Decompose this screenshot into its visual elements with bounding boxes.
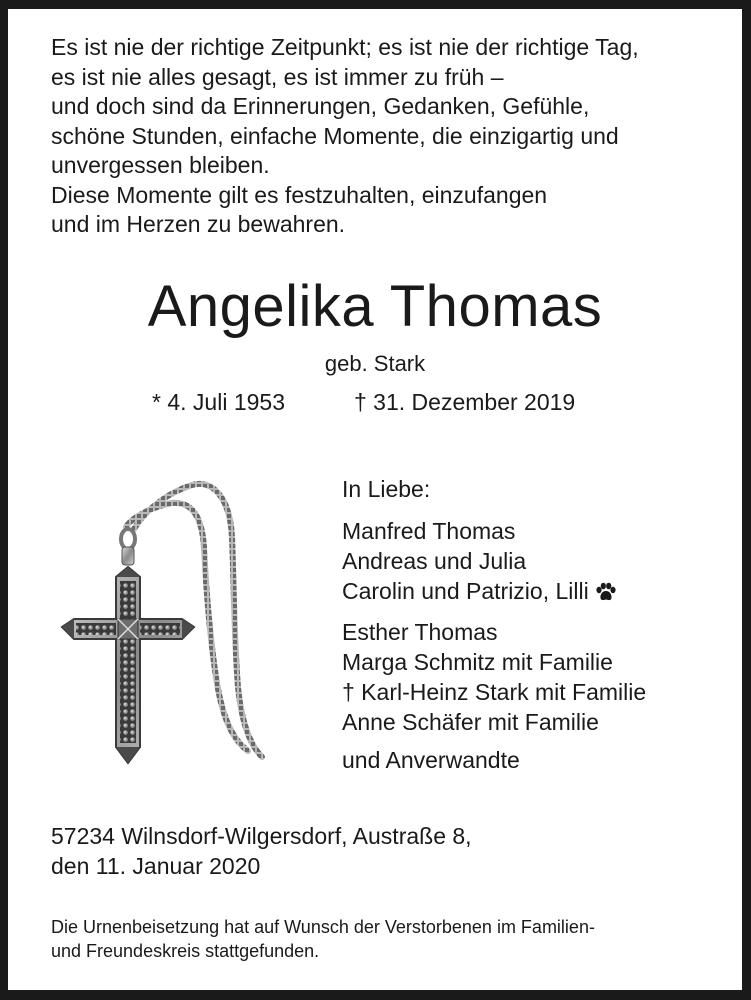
address-line: 57234 Wilnsdorf-Wilgersdorf, Austraße 8, [51,823,472,849]
poem-line: und doch sind da Erinnerungen, Gedanken, Gefühle, [51,93,590,119]
mourner-name: Andreas und Julia [342,548,527,574]
cross-pendant-icon [52,477,282,777]
mourner-name: Esther Thomas [342,619,498,645]
born-name: geb. Stark [324,351,426,376]
poem-line: schöne Stunden, einfache Momente, die einzigartig und [51,122,619,149]
mourners-list [342,474,646,775]
paw-icon [595,579,617,609]
mourner-name: Manfred Thomas [342,518,516,544]
birth-date: * 4. Juli 1953 [152,389,285,415]
poem [51,33,639,240]
address [51,821,472,881]
death-date: † 31. Dezember 2019 [354,389,576,415]
mourners-tail: und Anverwandte [342,747,520,773]
mourners-relatives [342,617,646,737]
obituary-card [8,9,742,990]
note-line: Die Urnenbeisetzung hat auf Wunsch der Verstorbenen im Familien- [51,917,595,937]
note-line: und Freundeskreis stattgefunden. [51,941,320,961]
burial-note [51,915,595,963]
poem-line: unvergessen bleiben. [51,152,270,178]
mourner-name: † Karl-Heinz Stark mit Familie [342,679,647,705]
mourner-name: Anne Schäfer mit Familie [342,709,599,735]
mourner-name: Carolin und Patrizio, Lilli [342,576,646,609]
poem-line: Diese Momente gilt es festzuhalten, einzufangen [51,181,548,208]
poem-line: und im Herzen zu bewahren. [51,211,346,237]
poem-line: Es ist nie der richtige Zeitpunkt; es ist nie der richtige Tag, [51,34,639,60]
mourners-family [342,516,646,609]
poem-line: es ist nie alles gesagt, es ist immer zu früh – [51,63,504,90]
mourner-name: Marga Schmitz mit Familie [342,649,613,675]
date-line: den 11. Januar 2020 [51,853,261,879]
deceased-name: Angelika Thomas [147,274,603,339]
mourners-intro: In Liebe: [342,476,431,502]
